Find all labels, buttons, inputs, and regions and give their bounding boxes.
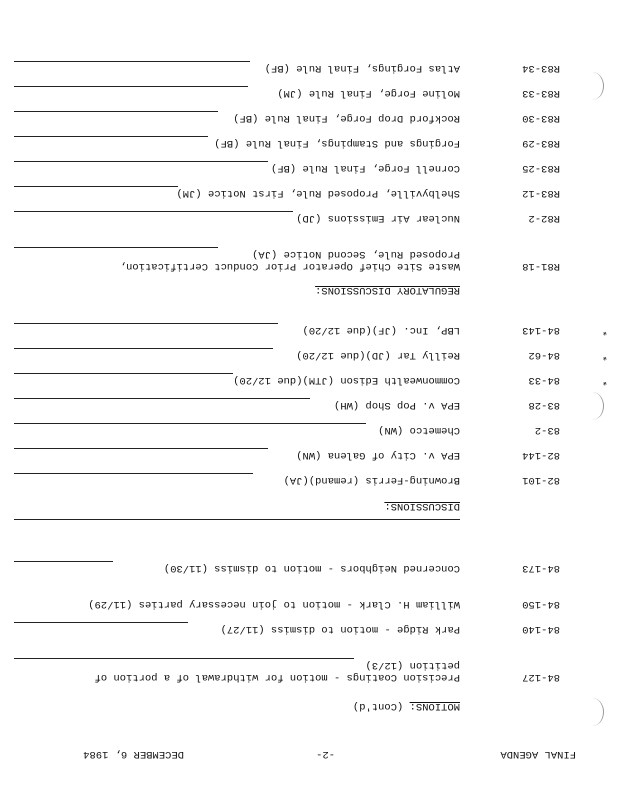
punch-hole-mark [581, 392, 604, 420]
regulatory-text: Cornell Forge, Final Rule (BF) [270, 162, 460, 174]
motion-text: William H. Clark - motion to join necessary parties (11/29) [88, 598, 460, 610]
blank-line [14, 658, 354, 659]
blank-line [14, 448, 268, 449]
regulatory-number: R81-18 [522, 260, 560, 272]
blank-line [14, 561, 113, 562]
blank-line [14, 161, 268, 162]
discussion-text: EPA v. City of Galena (WN) [296, 449, 460, 461]
discussion-number: 84-33 [528, 374, 560, 386]
blank-line [14, 186, 178, 187]
blank-line [14, 519, 460, 520]
blank-line [14, 111, 218, 112]
discussion-number: 82-101 [522, 474, 560, 486]
regulatory-number: R82-2 [528, 212, 560, 224]
motions-heading [353, 700, 460, 712]
blank-line [14, 398, 310, 399]
regulatory-text: Nuclear Air Emissions (JD) [296, 212, 460, 224]
blank-line [14, 622, 188, 623]
discussion-text: LBP, Inc. (JF)(due 12/20) [302, 324, 460, 336]
regulatory-number: R83-33 [522, 87, 560, 99]
regulatory-number: R83-12 [522, 187, 560, 199]
blank-line [14, 348, 273, 349]
motion-number: 84-140 [522, 623, 560, 635]
discussion-number: 84-62 [528, 349, 560, 361]
motion-text-cont: petition (12/3) [365, 659, 460, 671]
header-left: FINAL AGENDA [500, 748, 576, 760]
header-date: DECEMBER 6, 1984 [83, 748, 184, 760]
motions-heading-label: MOTIONS: [409, 700, 460, 712]
motion-text: Park Ridge - motion to dismiss (11/27) [220, 623, 460, 635]
blank-line [14, 211, 293, 212]
priority-star: * [601, 374, 608, 386]
regulatory-number: R83-25 [522, 162, 560, 174]
discussion-text: EPA v. Pop Shop (WH) [333, 399, 460, 411]
discussion-text: Browning-Ferris (remand)(JA) [283, 474, 460, 486]
discussion-number: 84-143 [522, 324, 560, 336]
motion-number: 84-127 [522, 671, 560, 683]
regulatory-text: Moline Forge, Final Rule (JM) [277, 87, 460, 99]
motion-text: Precision Coatings - motion for withdrawal of a portion of [94, 671, 460, 683]
regulatory-text-cont: Proposed Rule, Second Notice (JA) [252, 248, 460, 260]
blank-line [14, 423, 366, 424]
blank-line [14, 323, 278, 324]
blank-line [14, 86, 248, 87]
motion-number: 84-150 [522, 598, 560, 610]
motions-heading-suffix: (Cont'd) [352, 700, 404, 712]
regulatory-text: Rockford Drop Forge, Final Rule (BF) [233, 112, 460, 124]
discussion-number: 82-144 [522, 449, 560, 461]
priority-star: * [601, 324, 608, 336]
regulatory-text: Shelbyville, Proposed Rule, First Notice (JM) [176, 187, 460, 199]
blank-line [14, 373, 233, 374]
motion-number: 84-173 [522, 562, 560, 574]
blank-line [14, 136, 208, 137]
discussion-text: Chemetco (WN) [378, 424, 460, 436]
discussion-number: 83-28 [528, 399, 560, 411]
blank-line [14, 473, 253, 474]
punch-hole-mark [581, 72, 604, 100]
discussion-text: Reilly Tar (JD)(due 12/20) [296, 349, 460, 361]
header-page-number: -2- [316, 748, 335, 760]
motion-text: Concerned Neighbors - motion to dismiss (11/30) [163, 562, 460, 574]
discussion-number: 83-2 [534, 424, 560, 436]
punch-hole-mark [581, 698, 604, 726]
blank-line [14, 61, 250, 62]
regulatory-number: R83-34 [522, 62, 560, 74]
regulatory-text: Forgings and Stampings, Final Rule (BF) [214, 137, 460, 149]
discussion-text: Commonwealth Edison (JTM)(due 12/20) [233, 374, 460, 386]
regulatory-number: R83-30 [522, 112, 560, 124]
blank-line [14, 247, 218, 248]
priority-star: * [601, 349, 608, 361]
discussions-heading: DISCUSSIONS: [384, 500, 460, 512]
regulatory-text: Atlas Forgings, Final Rule (BF) [264, 62, 460, 74]
regulatory-heading: REGULATORY DISCUSSIONS: [315, 284, 460, 296]
regulatory-number: R83-29 [522, 137, 560, 149]
regulatory-text: Waste Site Chief Operator Prior Conduct Certification, [119, 260, 460, 272]
